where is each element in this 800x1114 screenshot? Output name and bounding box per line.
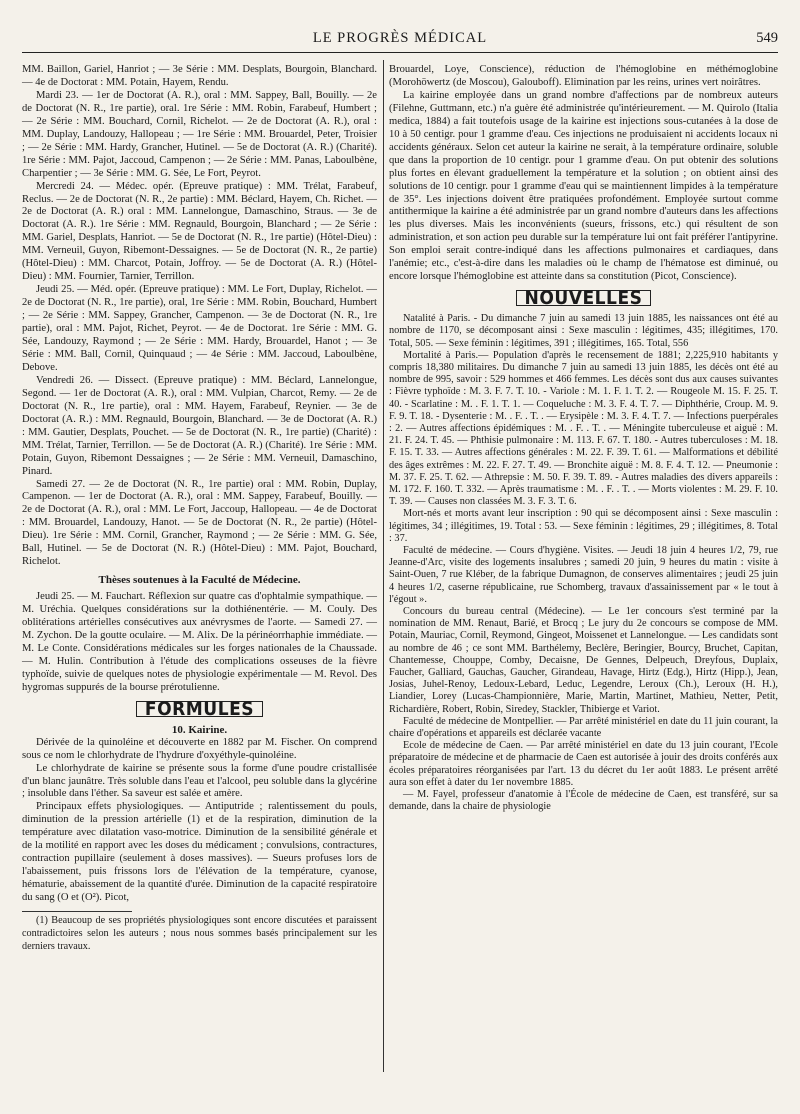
- news-item: Mort-nés et morts avant leur inscription : 90 qui se décomposent ainsi : Sexe masculin : légitimes, 34 ; illégitimes, 19. Total : 53. — Sexe féminin : légitimes, 29 ; illégitimes, 8. Total : 37.: [389, 508, 778, 544]
- column-divider: [383, 60, 384, 1072]
- body-paragraph: La kairine employée dans un grand nombre d'affections par de nombreux auteurs (Filehne, Guttmann, etc.) n'a guère été administrée qu'intérieurement. — M. Quirolo (Italia medica, 1884) a fait toutefois usage de la kairine est injections sous-cutanées à la dose de 10 à 50 centigr. pour 1 gramme d'eau. Ces injections ne produisaient ni accidents locaux ni accidents généraux. Selon cet auteur la kairine ne serait, à la température ordinaire, soluble que dans la proportion de 10 centigr. pour 1 gramme d'eau. On put obtenir des solutions plus fortes en élevant graduellement la température et la solution ; on obtient ainsi des solutions de 10 centigr. pour 1 gramme d'eau qui se maintiennent limpides à la température de 35°. Les injections doivent être pratiquées profondément. Employée surtout comme antithermique la kairine a été administrée par un grand nombre d'auteurs dans les affections les plus diverses. Mais les inconvénients (sueurs, frissons, etc.) qui résultent de son administration, et son action peu durable sur la température lui ont fait préférer l'antipyrine. Son emploi serait contre-indiqué dans les affections pulmonaires et cardiaques, dans l'anémie; etc., c'est-à-dire dans les maladies où le champ de l'hématose est diminué, ou encore lorsque l'hémoglobine est atteinte dans sa constitution (Picot, Conscience).: [389, 89, 778, 283]
- formule-number: 10. Kairine.: [171, 723, 228, 736]
- left-column: [22, 64, 377, 954]
- exam-paragraph: MM. Baillon, Gariel, Hanriot ; — 3e Série : MM. Desplats, Bourgoin, Blanchard. — 4e de Doctorat : MM. Potain, Hayem, Rendu.: [22, 64, 377, 88]
- body-paragraph: Brouardel, Loye, Conscience), réduction de l'hémoglobine en méthémoglobine (Morohöwertz (de Moscou), Galouboff). Elimination par les reins, urines vert noirâtres.: [389, 64, 778, 88]
- nouvelles-title: NOUVELLES: [516, 290, 652, 306]
- theses-heading: Thèses soutenues à la Faculté de Médecine.: [98, 574, 301, 587]
- news-item: Faculté de médecine de Montpellier. — Par arrêté ministériel en date du 11 juin courant, la chaire d'opérations et appareils est déclarée vacante: [389, 715, 778, 740]
- news-item: Mortalité à Paris.— Population d'après le recensement de 1881; 2,225,910 habitants y compris 18,380 militaires. Du dimanche 7 juin au samedi 13 juin 1885, les décès ont été au nombre de 995, savoir : 529 hommes et 466 femmes. Les décès sont dus aux causes suivantes : Fièvre typhoïde : M. 3. F. 7. T. 10. - Variole : M. 1. F. 1. T. 2. — Rougeole M. 15. F. 25. T. 40. - Scarlatine : M. . F. 1. T. 1. — Coqueluche : M. 3. F. 4. T. 7. — Diphthérie, Croup. M. 9. F. 9. T. 18. - Dysenterie : M. . F. . T. . — Erysipèle : M. 3. F. 4. T. 7. — Infections puerpérales : 2. — Autres affections épidémiques : M. . F. . T. . — Méningite tuberculeuse et aiguë : M. 21. F. 24. T. 45. — Phthisie pulmonaire : M. 113. F. 67. T. 180. - Autres tuberculoses : M. 18. F. 15. T. 33. — Autres affections générales : M. 22. F. 39. T. 61. — Malformations et débilité des âges extrêmes : M. 22. F. 27. T. 49. — Bronchite aiguë : M. 8. F. 4. T. 12. — Pneumonie : M. 37. F. 25. T. 62. — Athrepsie : M. 50. F. 39. T. 89. - Autres maladies des divers appareils : M. 172. F. 160. T. 332. — Après traumatisme : M. . F. . T. . — Morts violentes : M. 29. F. 10. T. 39. — Causes non classées M. 3. F. 3. T. 6.: [389, 349, 778, 508]
- exam-paragraph: Vendredi 26. — Dissect. (Epreuve pratique) : MM. Béclard, Lannelongue, Segond. — 1er de Doctorat (A. R.), oral : MM. Vulpian, Charcot, Remy. — 2e de Doctorat (N. R., 1re partie), oral : MM. Hayem, Farabeuf, Reynier. — 3e de Doctorat (A. R.) : MM. Regnauld, Bourgoin, Blanchard. — 3e de Doctorat (A. R.) : MM. Gautier, Desplats, Pouchet. — 5e de Doctorat (N. R., 1re partie) (Charité) : MM. Trélat, Tarnier, Terrillon. — 5e de Doctorat (A. R.) (Charité). 1re Série : MM. Potain, Guyon, Ribemont Dessaignes ; — 2e Série : MM. Verneuil, Damaschino, Pinard.: [22, 374, 377, 477]
- page-number: 549: [756, 30, 778, 46]
- exam-paragraph: Mardi 23. — 1er de Doctorat (A. R.), oral : MM. Sappey, Ball, Bouilly. — 2e de Doctorat (N. R., 1re partie), oral. 1re Série : MM. Robin, Farabeuf, Humbert ; — 2e Série : MM. Bouchard, Cornil, Richelot. — 2e de Doctorat (A. R.), oral : MM. Duplay, Landouzy, Hallopeau ; — 1re Série : MM. Brouardel, Peter, Troisier ; — 2e Série : MM. Hardy, Grancher, Hutinel. — 5e de Doctorat (A. R.) (Charité). 1re Série : MM. Pajot, Jaccoud, Campenon ; — 2e Série : MM. Panas, Laboulbène, Charpentier ; — 3e Série : MM. G. Sée, Le Fort, Peyrot.: [22, 89, 377, 179]
- exam-paragraph: Mercredi 24. — Médec. opér. (Epreuve pratique) : MM. Trélat, Farabeuf, Reclus. — 2e de Doctorat (N. R., 2e partie) : MM. Béclard, Hayem, Ch. Richet. — 2e de Doctorat (A. R.) oral : MM. Lannelongue, Damaschino, Straus. — 3e de Doctorat (A. R.). 1re Série : MM. Regnauld, Bourgoin, Blanchard ; — 2e Série : MM. Gariel, Desplats, Hanriot. — 5e de Doctorat (N. R., 1re partie) (Hôtel-Dieu) : MM. Verneuil, Guyon, Ribemont-Dessaignes. — 5e de Doctorat (N. R., 2e partie) (Hôtel-Dieu) : MM. Charcot, Potain, Joffroy. — 5e de Doctorat (A. R.) (Hôtel-Dieu) : MM. Fournier, Tarnier, Terrillon.: [22, 180, 377, 283]
- running-header: [22, 28, 778, 53]
- right-column: [389, 64, 778, 813]
- news-item: — M. Fayel, professeur d'anatomie à l'École de médecine de Caen, est transféré, sur sa demande, dans la chaire de physiologie: [389, 789, 778, 813]
- formule-paragraph: Principaux effets physiologiques. — Antiputride ; ralentissement du pouls, diminution de la pression artérielle (1) et de la respiration, diminution de la température avec dilatation vaso-motrice. Diminution de la sensibilité générale et de la motilité en rapport avec les doses du médicament ; convulsions, contractures, contraction pupillaire (seulement à doses massives). — Sueurs profuses lors de l'abaissement, puis frissons lors de l'élévation de la température, cyanose, hématurie, abaissement de la quantité d'urée. Diminution de la capacité respiratoire du sang (O et (O²). Picot,: [22, 801, 377, 904]
- nouvelles-banner: [389, 287, 778, 310]
- formule-paragraph: Le chlorhydrate de kairine se présente sous la forme d'une poudre cristallisée d'un blanc jaunâtre. Très soluble dans l'eau et l'alcool, peu soluble dans la glycérine ; insoluble dans l'éther. Sa saveur est salée et amère.: [22, 762, 377, 800]
- news-item: Concours du bureau central (Médecine). — Le 1er concours s'est terminé par la nomination de MM. Renaut, Barié, et Brocq ; Le jury du 2e concours se compose de MM. Potain, Mauriac, Cornil, Reymond, Gingeot, Moissenet et Lannelongue. — Les candidats sont au nombre de 46 ; ce sont MM. Barthélemy, Beclère, Beringier, Bourcy, Bruchet, Capitan, Chantemesse, Chouppe, Comby, Decaisne, De Gennes, Delpeuch, Dreyfous, Duplaix, Faucher, Galliard, Gauchas, Gaucher, Girandeau, Havage, Hirtz (Edg.), Hirtz (Hipp.), Jean, Josias, Juhel-Renoy, Ledoux-Lebard, Leduc, Legendre, Leroux (Ch.), Leroux (H. H.), Liandier, Lorey (Lucas-Championnière, Marie, Martin, Martinet, Mathieu, Netter, Petit, Richardière, Robert, Robin, Siredey, Stackler, Thibierge et Variot.: [389, 606, 778, 715]
- formules-title: FORMULES: [136, 701, 263, 717]
- footnote-rule: [22, 911, 132, 912]
- news-item: Natalité à Paris. - Du dimanche 7 juin au samedi 13 juin 1885, les naissances ont été au nombre de 1170, se décomposant ainsi : Sexe masculin : légitimes, 435; illégitimes, 170. Total, 505. — Sexe féminin : légitimes, 391 ; illégitimes, 165. Total, 556: [389, 313, 778, 349]
- formules-banner: [22, 697, 377, 720]
- theses-paragraph: Jeudi 25. — M. Fauchart. Réflexion sur quatre cas d'ophtalmie sympathique. — M. Uréchia. Quelques considérations sur la dothiénentérie. — M. Couly. Des oblitérations artérielles consécutives aux anévrysmes de l'aorte. — Samedi 27. — M. Zychon. De la goutte oculaire. — M. Alix. De la périnéorrhaphie immédiate. — M. Le Conte. Considérations médicales sur les forges nationales de la Chaussade. — M. Hulin. Contribution à l'étude des complications osseuses de la fièvre typhoïde, suivie de quelques notes de physiologie expérimentale — M. Revol. Des hygromas suppurés de la bourse prérotulienne.: [22, 591, 377, 693]
- exam-paragraph: Samedi 27. — 2e de Doctorat (N. R., 1re partie) oral : MM. Robin, Duplay, Campenon. — 1er de Doctorat (A. R.), oral : MM. Sappey, Farabeuf, Bouilly. — 2e de Doctorat (A. R.), oral : MM. Le Fort, Jaccoup, Hallopeau. — 4e de Doctorat : MM. Brouardel, Landouzy, Hanot. — 5e de Doctorat (N. R., 2e partie) (Hôtel-Dieu). 1re Série : MM. Cornil, Grancher, Raymond ; — 2e Série : MM. G. Sée, Ball, Hutinel. — 5e de Doctorat (N. R.) (Hôtel-Dieu) : MM. Pajot, Bouchard, Richelot.: [22, 478, 377, 568]
- journal-title: LE PROGRÈS MÉDICAL: [312, 30, 488, 46]
- formule-paragraph: Dérivée de la quinoléine et découverte en 1882 par M. Fischer. On comprend sous ce nom le chlorhydrate de l'hydrure d'oxyéthyle-quinoléine.: [22, 736, 377, 761]
- exam-paragraph: Jeudi 25. — Méd. opér. (Epreuve pratique) : MM. Le Fort, Duplay, Richelot. — 2e de Doctorat (N. R., 1re partie), oral, 1re Série : MM. Robin, Bouchard, Humbert ; — 2e Série : MM. Sappey, Grancher, Campenon. — 3e de Doctorat (N. R., 1re partie), oral : MM. Pajot, Richet, Peyrot. — 4e de Doctorat. 1re Série : MM. G. Sée, Landouzy, Raymond ; — 2e Série : MM. Hardy, Brouardel, Hanot ; — 3e Série : MM. Ball, Cornil, Quinquaud ; — 4e Série : MM. Jaccoud, Laboulbène, Debove.: [22, 284, 377, 373]
- news-item: Ecole de médecine de Caen. — Par arrêté ministériel en date du 13 juin courant, l'Ecole préparatoire de médecine et de pharmacie de Caen est autorisée à jouir des droits conférés aux écoles préparatoires réorganisées par l'art. 13 du décret du 1er août 1883. Le présent arrêté aura son effet à dater du 1er novembre 1885.: [389, 740, 778, 788]
- footnote: (1) Beaucoup de ses propriétés physiologiques sont encore discutées et paraissent contradictoires selon les auteurs ; nous nous sommes basés principalement sur les derniers travaux.: [22, 915, 377, 952]
- news-item: Faculté de médecine. — Cours d'hygiène. Visites. — Jeudi 18 juin 4 heures 1/2, 79, rue Jeanne-d'Arc, visite des logements insalubres ; samedi 20 juin, 9 heures du matin : visite à Saint-Ouen, 7 rue Kléber, de la fabrique Dumagnon, de conserves alimentaires ; jeudi 25 juin 4 heures 1/2, caserne républicaine, rue Schomberg, travaux d'assainissement par « le tout à l'égout ».: [389, 545, 778, 605]
